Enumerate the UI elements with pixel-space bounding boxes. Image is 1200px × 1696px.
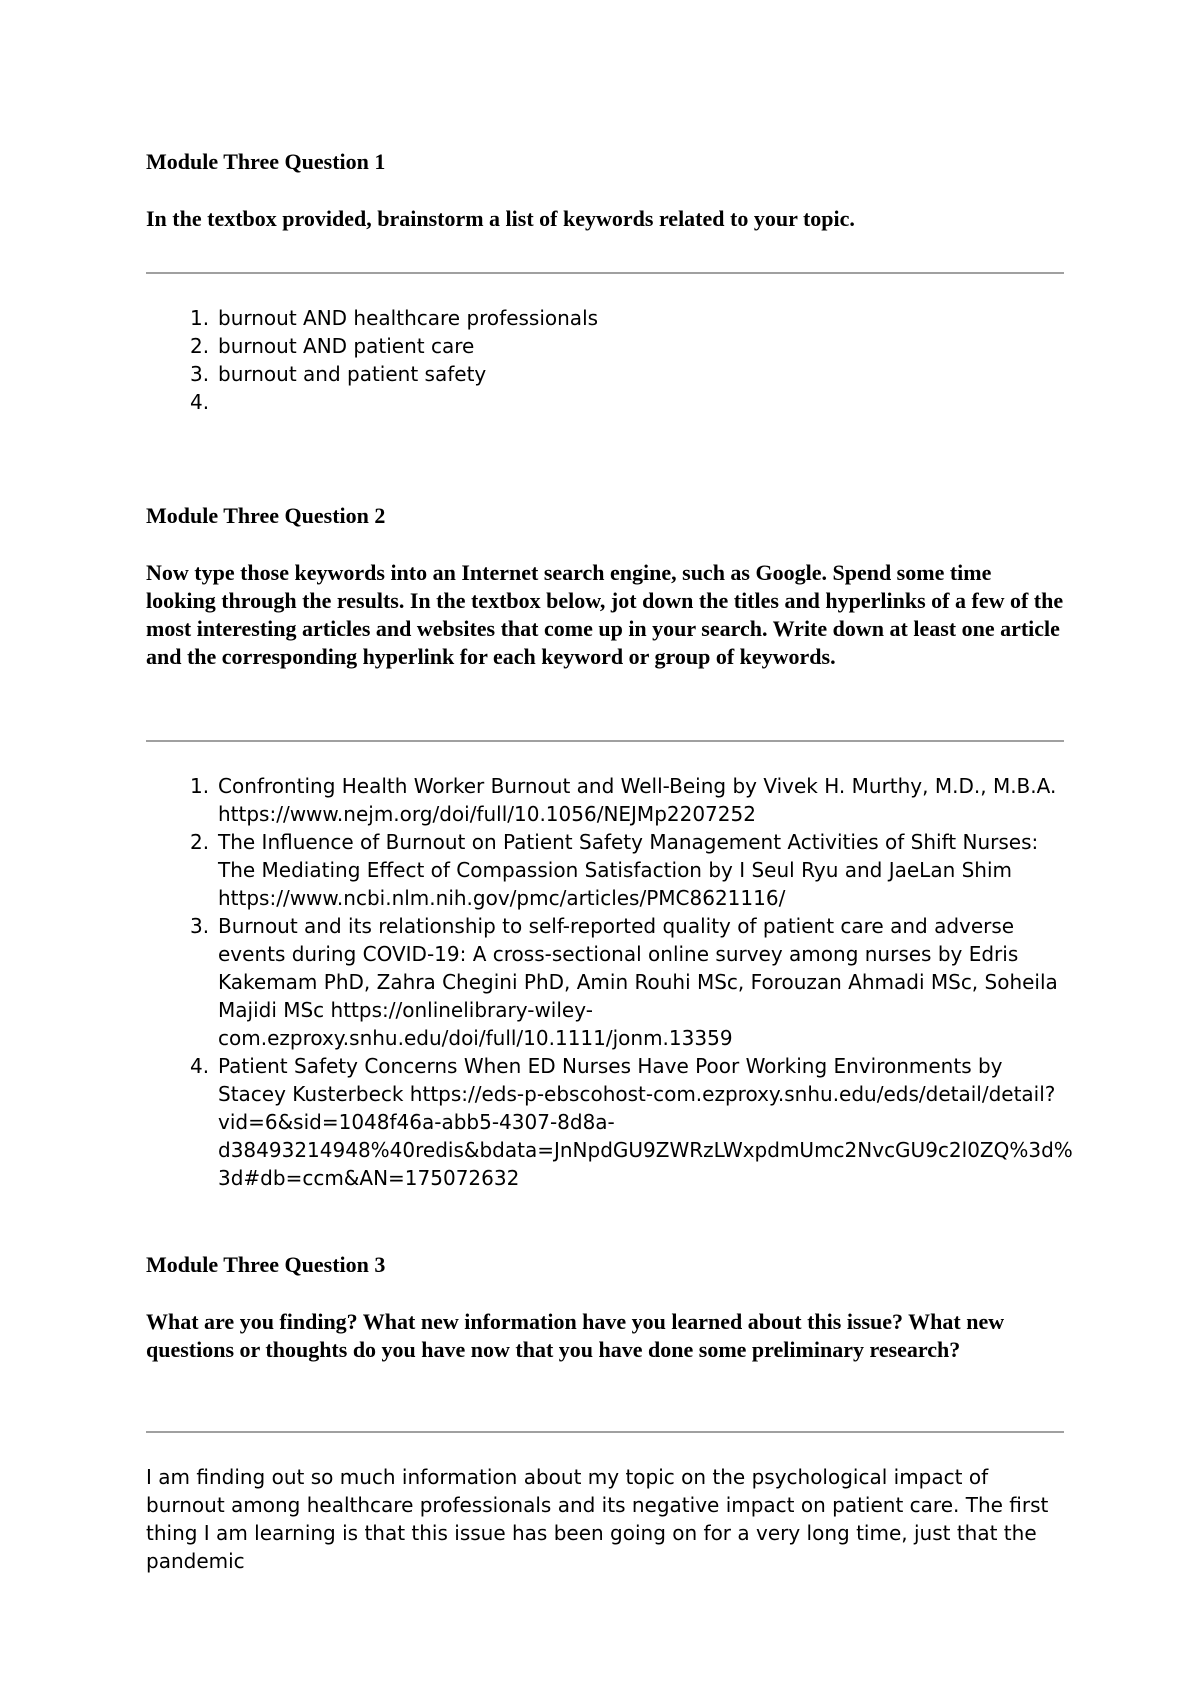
q2-prompt: Now type those keywords into an Internet search engine, such as Google. Spend some time looking through the results. In the textbox below, jot down the titles and hyperlinks of a few of the most interesting articles and websites that come up in your search. Write down at least one article and the corresponding hyperlink for each keyword or group of keywords.: [146, 560, 1064, 669]
q1-divider: [146, 272, 1064, 274]
list-item-number: 4.: [190, 390, 210, 414]
q3-heading: Module Three Question 3: [146, 1252, 386, 1277]
list-item: [146, 388, 1076, 416]
list-item-number: 2.: [190, 334, 210, 358]
list-item-number: 3.: [190, 914, 210, 938]
q2-answer-list: [146, 772, 1076, 1192]
q2-heading: Module Three Question 2: [146, 503, 386, 528]
list-item: [146, 772, 1076, 828]
list-item-text: The Influence of Burnout on Patient Safety Management Activities of Shift Nurses: The Mediating Effect of Compassion Satisfaction by I Seul Ryu and JaeLan Shim https://www.ncbi.nlm.nih.gov/pmc/articles/PMC8621116/: [218, 830, 1039, 910]
list-item-text: [218, 388, 1076, 416]
list-item: [146, 828, 1076, 912]
list-item-number: 1.: [190, 774, 210, 798]
q3-answer-paragraph: I am finding out so much information about my topic on the psychological impact of burnout among healthcare professionals and its negative impact on patient care. The first thing I am learning is that this issue has been going on for a very long time, just that the pandemic: [146, 1465, 1049, 1573]
list-item-text: Confronting Health Worker Burnout and Well-Being by Vivek H. Murthy, M.D., M.B.A. https://www.nejm.org/doi/full/10.1056/NEJMp2207252: [218, 774, 1057, 826]
list-item-number: 4.: [190, 1054, 210, 1078]
q1-heading: Module Three Question 1: [146, 149, 386, 174]
list-item-text: burnout and patient safety: [218, 362, 487, 386]
list-item-text: burnout AND healthcare professionals: [218, 306, 599, 330]
q2-divider: [146, 740, 1064, 742]
list-item: [146, 1052, 1076, 1192]
list-item-text: Patient Safety Concerns When ED Nurses Have Poor Working Environments by Stacey Kusterbeck https://eds-p-ebscohost-com.ezproxy.snhu.edu/eds/detail/detail?vid=6&sid=1048f46a-abb5-4307-8d8a-d38493214948%40redis&bdata=JnNpdGU9ZWRzLWxpdmUmc2NvcGU9c2l0ZQ%3d%3d#db=ccm&AN=175072632: [218, 1054, 1073, 1190]
q1-prompt: In the textbox provided, brainstorm a list of keywords related to your topic.: [146, 206, 855, 231]
list-item: [146, 912, 1076, 1052]
q1-answer-list: [146, 304, 1076, 416]
q3-prompt: What are you finding? What new information have you learned about this issue? What new questions or thoughts do you have now that you have done some preliminary research?: [146, 1309, 1005, 1362]
list-item-text: burnout AND patient care: [218, 334, 475, 358]
list-item-number: 1.: [190, 306, 210, 330]
list-item-number: 2.: [190, 830, 210, 854]
list-item: [146, 304, 1076, 332]
list-item-number: 3.: [190, 362, 210, 386]
list-item-text: Burnout and its relationship to self-reported quality of patient care and adverse events during COVID-19: A cross-sectional online survey among nurses by Edris Kakemam PhD, Zahra Chegini PhD, Amin Rouhi MSc, Forouzan Ahmadi MSc, Soheila Majidi MSc https://onlinelibrary-wiley-com.ezproxy.snhu.edu/doi/full/10.1111/jonm.13359: [218, 914, 1058, 1050]
list-item: [146, 360, 1076, 388]
list-item: [146, 332, 1076, 360]
q3-divider: [146, 1431, 1064, 1433]
